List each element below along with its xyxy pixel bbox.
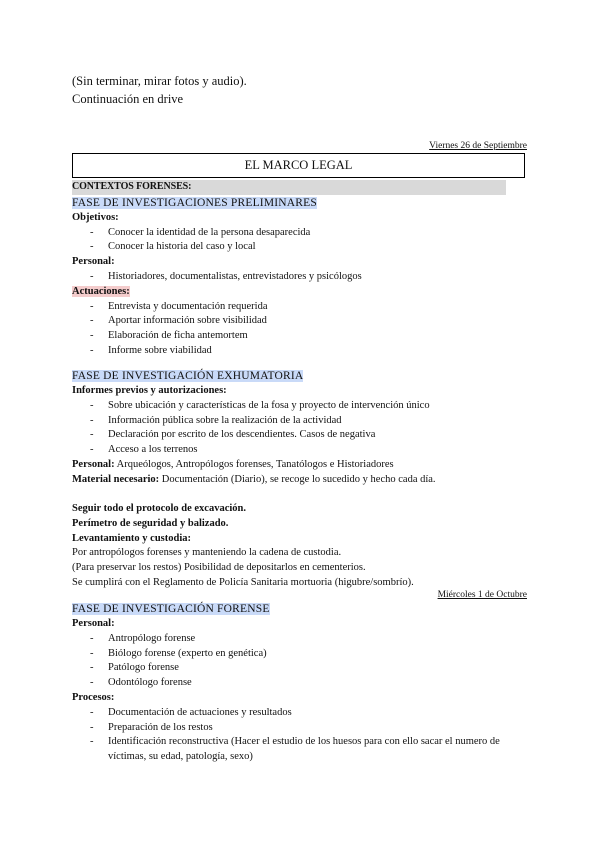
intro-line: (Sin terminar, mirar fotos y audio). [72,74,247,88]
list-item: - Elaboración de ficha antemortem [72,329,528,344]
protocolo-line: Seguir todo el protocolo de excavación. [72,503,247,514]
section-exhumatoria [72,368,528,488]
personal-label: Personal: [72,618,115,629]
actuaciones-label: Actuaciones: [72,285,130,297]
material-label: Material necesario: [72,473,160,485]
fase-forense-heading: FASE DE INVESTIGACIÓN FORENSE [72,603,270,615]
contextos-heading: CONTEXTOS FORENSES: [72,180,506,195]
actuaciones-list [72,300,528,359]
page-title: EL MARCO LEGAL [72,153,525,178]
list-item: - Odontólogo forense [72,676,528,691]
list-item: - Sobre ubicación y características de la fosa y proyecto de intervención único [72,399,528,414]
personal-list [72,632,528,691]
personal-text: Arqueólogos, Antropólogos forenses, Tanatólogos e Historiadores [114,458,394,470]
list-item: - Documentación de actuaciones y resultados [72,706,528,721]
personal-label: Personal: [72,256,115,268]
objetivos-label: Objetivos: [72,211,119,223]
reglamento-line: Se cumplirá con el Reglamento de Policía Sanitaria mortuoria (higubre/sombrío). [72,576,414,588]
intro-line: Continuación en drive [72,92,184,106]
procesos-label: Procesos: [72,691,115,703]
procesos-list [72,706,528,765]
informes-label: Informes previos y autorizaciones: [72,385,227,396]
date-heading: Viernes 26 de Septiembre [429,141,527,151]
custodia-line: Por antropólogos forenses y manteniendo la cadena de custodia. [72,547,342,559]
intro-note [72,72,247,108]
list-item: - Patólogo forense [72,661,528,676]
material-line [72,473,528,488]
list-item: - Biólogo forense (experto en genética) [72,647,528,662]
material-text: Documentación (Diario), se recoge lo sucedido y hecho cada día. [159,473,436,485]
list-item: - Conocer la identidad de la persona desaparecida [72,226,528,241]
list-item: - Conocer la historia del caso y local [72,240,528,255]
fase-exhumatoria-heading: FASE DE INVESTIGACIÓN EXHUMATORIA [72,370,304,382]
list-item: - Informe sobre viabilidad [72,344,528,359]
list-item: - Declaración por escrito de los descendientes. Casos de negativa [72,428,528,443]
section-preliminares [72,180,528,359]
informes-list [72,399,528,458]
date-heading: Miércoles 1 de Octubre [437,590,527,600]
list-item: - Acceso a los terrenos [72,443,528,458]
perimetro-line: Perímetro de seguridad y balizado. [72,517,229,529]
levantamiento-label: Levantamiento y custodia: [72,532,191,544]
list-item: - Historiadores, documentalistas, entrevistadores y psicólogos [72,270,528,285]
personal-list [72,270,528,285]
list-item: - Aportar información sobre visibilidad [72,314,528,329]
list-item: - Identificación reconstructiva (Hacer el estudio de los huesos para con ello sacar el numero de víctimas, su edad, patología, sexo) [72,735,528,765]
section-protocolo [72,502,528,591]
list-item: - Información pública sobre la realización de la actividad [72,414,528,429]
list-item: - Preparación de los restos [72,721,528,736]
list-item: - Entrevista y documentación requerida [72,300,528,315]
section-forense [72,601,528,765]
list-item: - Antropólogo forense [72,632,528,647]
fase-preliminares-heading: FASE DE INVESTIGACIONES PRELIMINARES [72,196,317,209]
objetivos-list [72,226,528,256]
preservar-line: (Para preservar los restos) Posibilidad de depositarlos en cementerios. [72,562,366,574]
personal-line [72,458,528,473]
personal-label: Personal: [72,458,115,470]
